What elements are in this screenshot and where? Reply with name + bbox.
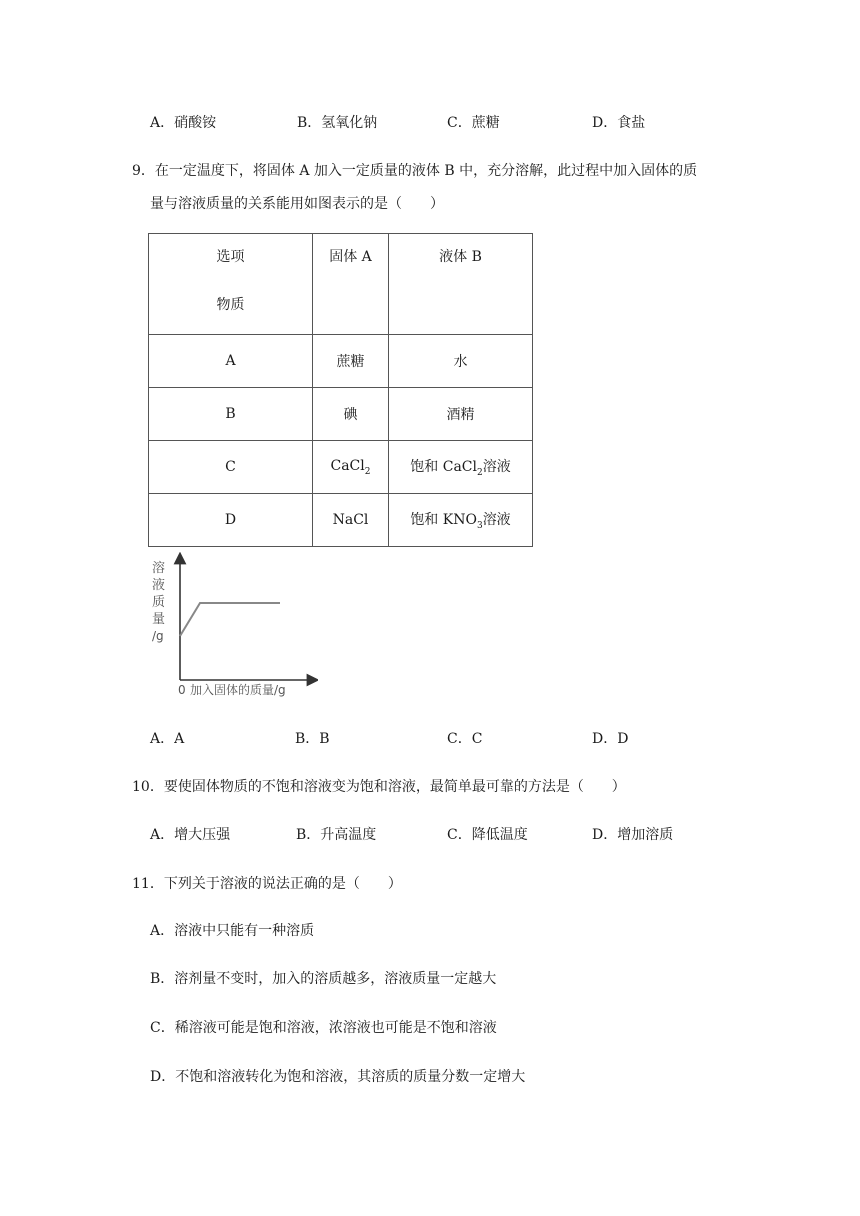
table-row: [149, 494, 533, 547]
row-solid: 蔗糖: [313, 335, 389, 388]
origin-label: 0: [178, 683, 186, 697]
q11-option-b: B．溶剂量不变时，加入的溶质越多，溶液质量一定越大: [150, 971, 497, 987]
q8-option-a: A．硝酸铵: [150, 115, 217, 131]
row-option: C: [149, 441, 313, 494]
q8-options: [150, 112, 710, 132]
q8-option-d: D．食盐: [592, 115, 646, 131]
table-row: [149, 335, 533, 388]
row-solid: CaCl$_2$: [313, 441, 389, 494]
y-label-unit: /g: [152, 629, 164, 643]
header-liquid-b: 液体 B: [439, 249, 482, 265]
q9-option-d: D．D: [592, 731, 629, 747]
q9-stem-line2: 量与溶液质量的关系能用如图表示的是（ ）: [150, 196, 444, 212]
q9-stem-line1: 9．在一定温度下，将固体 A 加入一定质量的液体 B 中，充分溶解，此过程中加入固体的质: [132, 163, 698, 179]
row-liquid: 水: [389, 335, 533, 388]
header-option: 选项: [216, 249, 245, 265]
row-liquid: 饱和 CaCl$_2$溶液: [389, 441, 533, 494]
q11-option-d: D．不饱和溶液转化为饱和溶液，其溶质的质量分数一定增大: [150, 1069, 526, 1085]
q11-stem: 11．下列关于溶液的说法正确的是（ ）: [132, 876, 402, 892]
q10-option-b: B．升高温度: [296, 827, 377, 843]
header-substance: 物质: [216, 297, 245, 313]
x-label: 加入固体的质量/g: [190, 683, 286, 697]
q11-option-c: C．稀溶液可能是饱和溶液，浓溶液也可能是不饱和溶液: [150, 1020, 497, 1036]
row-solid: NaCl: [313, 494, 389, 547]
row-liquid: 酒精: [389, 388, 533, 441]
row-option: B: [149, 388, 313, 441]
q10-option-c: C．降低温度: [447, 827, 528, 843]
q9-option-a: A．A: [150, 731, 185, 747]
y-label-char-1: 溶: [152, 561, 166, 576]
row-liquid: 饱和 $KNO_3$溶液: [389, 494, 533, 547]
q11-option-a: A．溶液中只能有一种溶质: [150, 923, 315, 939]
header-solid-a: 固体 A: [329, 249, 372, 265]
q10-options: [150, 824, 710, 844]
y-label-char-2: 液: [152, 578, 166, 593]
q8-option-b: B．氢氧化钠: [297, 115, 378, 131]
q8-option-c: C．蔗糖: [447, 115, 500, 131]
y-label-char-3: 质: [152, 595, 166, 610]
y-label-char-4: 量: [152, 612, 166, 627]
table-row: [149, 388, 533, 441]
q9-graph: [148, 552, 318, 702]
q10-option-d: D．增加溶质: [592, 827, 674, 843]
solution-mass-line: [180, 603, 280, 636]
q9-options: [150, 728, 710, 748]
q9-option-b: B．B: [295, 731, 330, 747]
q9-option-c: C．C: [447, 731, 483, 747]
row-option: D: [149, 494, 313, 547]
q10-stem: 10．要使固体物质的不饱和溶液变为饱和溶液，最简单最可靠的方法是（ ）: [132, 779, 626, 795]
row-solid: 碘: [313, 388, 389, 441]
q9-table: [148, 233, 533, 547]
table-row: [149, 441, 533, 494]
q10-option-a: A．增大压强: [150, 827, 231, 843]
q9-table-header: [149, 234, 533, 335]
row-option: A: [149, 335, 313, 388]
